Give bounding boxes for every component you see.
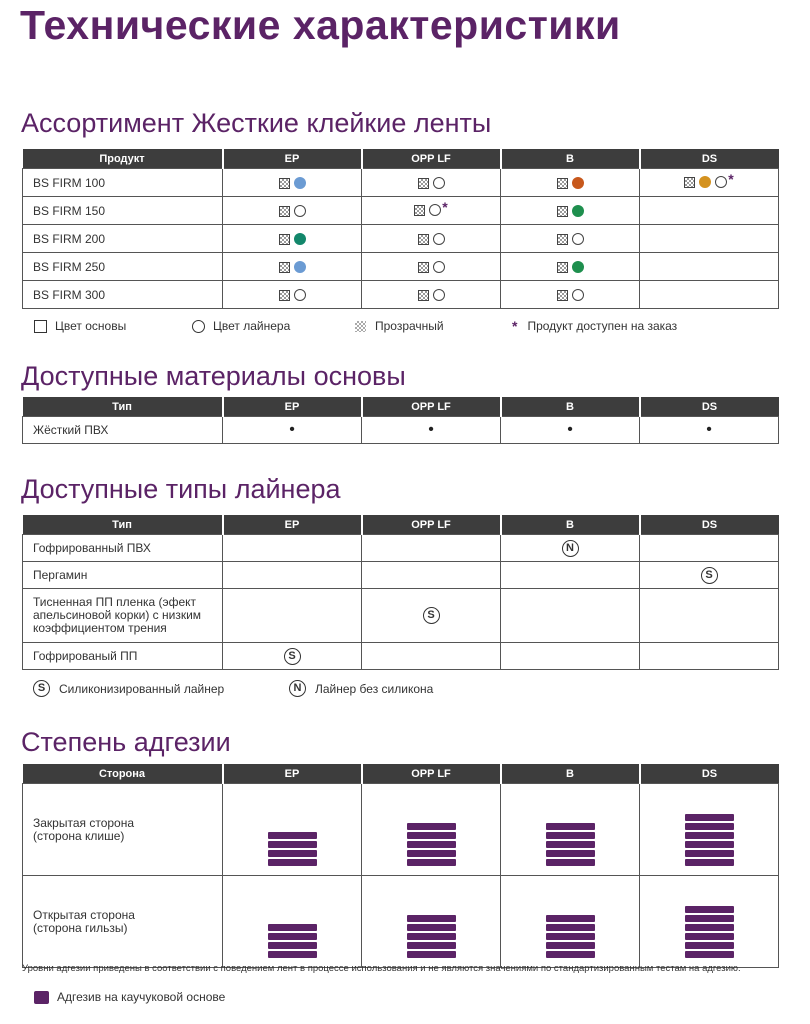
silicone-badge-icon: S [423, 607, 440, 624]
legend-on-order: * Продукт доступен на заказ [512, 318, 678, 334]
adhesion-level-bars [268, 922, 317, 958]
col-header-side: Сторона [23, 764, 223, 784]
transparent-base-icon [418, 290, 429, 301]
col-header-opp: OPP LF [362, 397, 501, 417]
adhesion-bar [685, 823, 734, 830]
col-header-ep: EP [223, 764, 362, 784]
adhesion-bar [407, 823, 456, 830]
liner-color-dot-icon [294, 177, 306, 189]
silicone-badge-icon: S [33, 680, 50, 697]
transparent-base-icon [418, 178, 429, 189]
legend-transparent: Прозрачный [355, 319, 444, 333]
liner-color-dot-icon [715, 176, 727, 188]
transparent-base-icon [557, 262, 568, 273]
adhesion-level-bars [685, 904, 734, 958]
row-label: Гофрированый ПП [23, 643, 223, 670]
col-header-b: B [501, 515, 640, 535]
asterisk-icon: * [512, 318, 518, 334]
adhesion-bar [407, 933, 456, 940]
adhesion-bar [685, 906, 734, 913]
row-label: Гофрированный ПВХ [23, 535, 223, 562]
col-header-type: Тип [23, 397, 223, 417]
col-header-opp: OPP LF [362, 764, 501, 784]
liner-color-dot-icon [572, 233, 584, 245]
liner-color-dot-icon [572, 205, 584, 217]
available-dot: • [289, 421, 295, 438]
adhesion-bar [546, 823, 595, 830]
liner-color-dot-icon [699, 176, 711, 188]
adhesion-bar [268, 924, 317, 931]
adhesion-bar [546, 841, 595, 848]
adhesion-bar [546, 850, 595, 857]
transparent-base-icon [557, 206, 568, 217]
adhesion-bar [685, 951, 734, 958]
transparent-base-icon [279, 178, 290, 189]
silicone-badge-icon: S [701, 567, 718, 584]
col-header-opp: OPP LF [362, 515, 501, 535]
table-row [23, 784, 779, 876]
liner-color-dot-icon [433, 261, 445, 273]
adhesion-bar [407, 832, 456, 839]
adhesion-level-bars [685, 812, 734, 866]
product-name: BS FIRM 150 [23, 197, 223, 225]
product-name: BS FIRM 200 [23, 225, 223, 253]
table-row [23, 876, 779, 968]
product-name: BS FIRM 250 [23, 253, 223, 281]
transparent-base-icon [684, 177, 695, 188]
legend-liner-color: Цвет лайнера [192, 319, 290, 333]
adhesion-level-bars [546, 913, 595, 958]
adhesion-bar [407, 942, 456, 949]
adhesion-heading: Степень адгезии [21, 727, 231, 757]
product-name: BS FIRM 300 [23, 281, 223, 309]
adhesion-bar [268, 933, 317, 940]
legend-base-color: Цвет основы [34, 319, 126, 333]
adhesion-bar [407, 850, 456, 857]
adhesion-level-bars [268, 830, 317, 866]
purple-swatch-icon [34, 991, 49, 1004]
col-header-b: B [501, 149, 640, 169]
legend-silicone: S Силиконизированный лайнер [33, 680, 224, 697]
liner-color-dot-icon [294, 233, 306, 245]
transparent-base-icon [279, 206, 290, 217]
liner-color-dot-icon [572, 177, 584, 189]
no-silicone-badge-icon: N [289, 680, 306, 697]
liner-color-dot-icon [433, 289, 445, 301]
row-label: Тисненная ПП пленка (эфект апельсиновой корки) с низким коэффициентом трения [23, 589, 223, 643]
col-header-ds: DS [640, 764, 779, 784]
liner-color-dot-icon [433, 177, 445, 189]
square-icon [34, 320, 47, 333]
asterisk-icon: * [728, 170, 734, 187]
adhesion-bar [546, 859, 595, 866]
adhesion-bar [546, 915, 595, 922]
adhesion-bar [685, 832, 734, 839]
adhesion-bar [546, 924, 595, 931]
side-label: Открытая сторона (сторона гильзы) [23, 876, 223, 968]
transparent-base-icon [279, 290, 290, 301]
adhesion-bar [685, 859, 734, 866]
adhesion-bar [685, 942, 734, 949]
silicone-badge-icon: S [284, 648, 301, 665]
col-header-ep: EP [223, 515, 362, 535]
table-row [23, 169, 779, 197]
adhesion-bar [268, 841, 317, 848]
col-header-ds: DS [640, 397, 779, 417]
liner-color-dot-icon [572, 289, 584, 301]
adhesion-level-bars [407, 821, 456, 866]
liners-table [22, 515, 779, 670]
row-label: Жёсткий ПВХ [23, 417, 223, 444]
adhesion-bar [268, 850, 317, 857]
adhesion-level-bars [546, 821, 595, 866]
adhesion-bar [407, 924, 456, 931]
col-header-product: Продукт [23, 149, 223, 169]
col-header-ds: DS [640, 149, 779, 169]
table-row [23, 281, 779, 309]
adhesion-bar [546, 933, 595, 940]
adhesion-level-bars [407, 913, 456, 958]
col-header-type: Тип [23, 515, 223, 535]
product-name: BS FIRM 100 [23, 169, 223, 197]
assortment-heading: Ассортимент Жесткие клейкие ленты [21, 108, 492, 138]
transparent-base-icon [418, 262, 429, 273]
adhesion-note: Уровни адгезии приведены в соответствии с поведением лент в процессе использования и не являются значениями по стандартизированным тестам на адгезию. [22, 963, 741, 974]
row-label: Пергамин [23, 562, 223, 589]
liner-color-dot-icon [433, 233, 445, 245]
no-silicone-badge-icon: N [562, 540, 579, 557]
transparent-base-icon [557, 178, 568, 189]
adhesion-bar [407, 915, 456, 922]
materials-table [22, 397, 779, 444]
assortment-table [22, 149, 779, 309]
transparent-base-icon [279, 234, 290, 245]
page-title: Технические характеристики [20, 2, 621, 48]
col-header-b: B [501, 397, 640, 417]
available-dot: • [567, 421, 573, 438]
adhesion-bar [546, 832, 595, 839]
col-header-b: B [501, 764, 640, 784]
liners-heading: Доступные типы лайнера [21, 474, 341, 504]
col-header-ep: EP [223, 149, 362, 169]
available-dot: • [428, 421, 434, 438]
liner-color-dot-icon [294, 261, 306, 273]
circle-icon [192, 320, 205, 333]
checker-icon [355, 321, 366, 332]
liner-color-dot-icon [429, 204, 441, 216]
legend-no-silicone: N Лайнер без силикона [289, 680, 433, 697]
adhesion-bar [546, 951, 595, 958]
adhesion-bar [407, 859, 456, 866]
adhesion-bar [268, 832, 317, 839]
adhesion-bar [685, 841, 734, 848]
transparent-base-icon [557, 290, 568, 301]
transparent-base-icon [418, 234, 429, 245]
col-header-ep: EP [223, 397, 362, 417]
adhesion-bar [685, 915, 734, 922]
adhesion-bar [546, 942, 595, 949]
col-header-ds: DS [640, 515, 779, 535]
table-row [23, 197, 779, 225]
adhesion-bar [685, 814, 734, 821]
transparent-base-icon [414, 205, 425, 216]
transparent-base-icon [557, 234, 568, 245]
table-row [23, 253, 779, 281]
adhesion-bar [268, 942, 317, 949]
liner-color-dot-icon [294, 205, 306, 217]
adhesion-bar [685, 933, 734, 940]
adhesion-bar [685, 924, 734, 931]
adhesion-bar [407, 951, 456, 958]
table-row [23, 225, 779, 253]
liner-color-dot-icon [294, 289, 306, 301]
adhesion-bar [685, 850, 734, 857]
liner-color-dot-icon [572, 261, 584, 273]
adhesion-bar [407, 841, 456, 848]
transparent-base-icon [279, 262, 290, 273]
side-label: Закрытая сторона (сторона клише) [23, 784, 223, 876]
asterisk-icon: * [442, 198, 448, 215]
col-header-opp: OPP LF [362, 149, 501, 169]
materials-heading: Доступные материалы основы [21, 361, 406, 391]
available-dot: • [706, 421, 712, 438]
adhesion-bar [268, 859, 317, 866]
adhesion-bar [268, 951, 317, 958]
legend-rubber-adhesive: Адгезив на каучуковой основе [34, 990, 225, 1004]
adhesion-table [22, 764, 779, 968]
